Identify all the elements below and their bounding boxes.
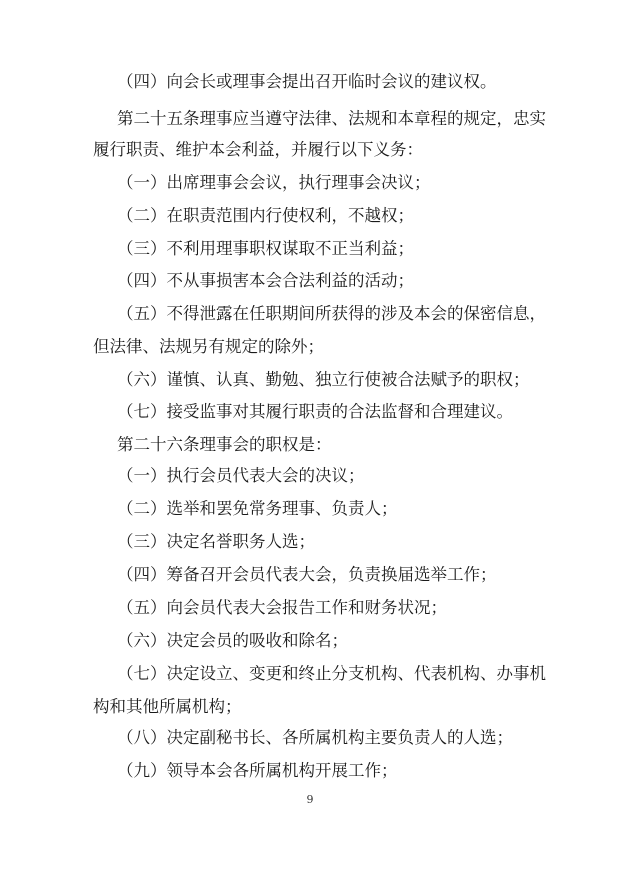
text-line: （九）领导本会各所属机构开展工作； <box>117 761 398 780</box>
text-line: 构和其他所属机构； <box>93 697 242 716</box>
text-line: （五）不得泄露在任职期间所获得的涉及本会的保密信息， <box>117 304 546 323</box>
text-line: （三）不利用理事职权谋取不正当利益； <box>117 239 414 258</box>
text-line: （六）谨慎、认真、勤勉、独立行使被合法赋予的职权； <box>117 370 530 389</box>
text-line: （三）决定名誉职务人选； <box>117 532 315 551</box>
text-line: （六）决定会员的吸收和除名； <box>117 631 348 650</box>
text-line: （二）在职责范围内行使权利，不越权； <box>117 206 414 225</box>
text-line: （四）向会长或理事会提出召开临时会议的建议权。 <box>117 72 497 91</box>
text-line: （一）出席理事会会议，执行理事会决议； <box>117 173 431 192</box>
text-line: 履行职责、维护本会利益，并履行以下义务： <box>93 140 423 159</box>
text-line: （四）不从事损害本会合法利益的活动； <box>117 271 414 290</box>
text-line: （二）选举和罢免常务理事、负责人； <box>117 499 398 518</box>
text-line: （八）决定副秘书长、各所属机构主要负责人的人选； <box>117 728 513 747</box>
text-line: 但法律、法规另有规定的除外； <box>93 337 324 356</box>
text-line: （七）接受监事对其履行职责的合法监督和合理建议。 <box>117 402 513 421</box>
text-line: 第二十五条理事应当遵守法律、法规和本章程的规定，忠实 <box>117 109 546 128</box>
text-line: 第二十六条理事会的职权是： <box>117 435 332 454</box>
text-line: （七）决定设立、变更和终止分支机构、代表机构、办事机 <box>117 664 546 683</box>
page-number: 9 <box>306 793 314 806</box>
text-line: （一）执行会员代表大会的决议； <box>117 466 365 485</box>
text-line: （四）筹备召开会员代表大会，负责换届选举工作； <box>117 565 497 584</box>
text-line: （五）向会员代表大会报告工作和财务状况； <box>117 598 447 617</box>
